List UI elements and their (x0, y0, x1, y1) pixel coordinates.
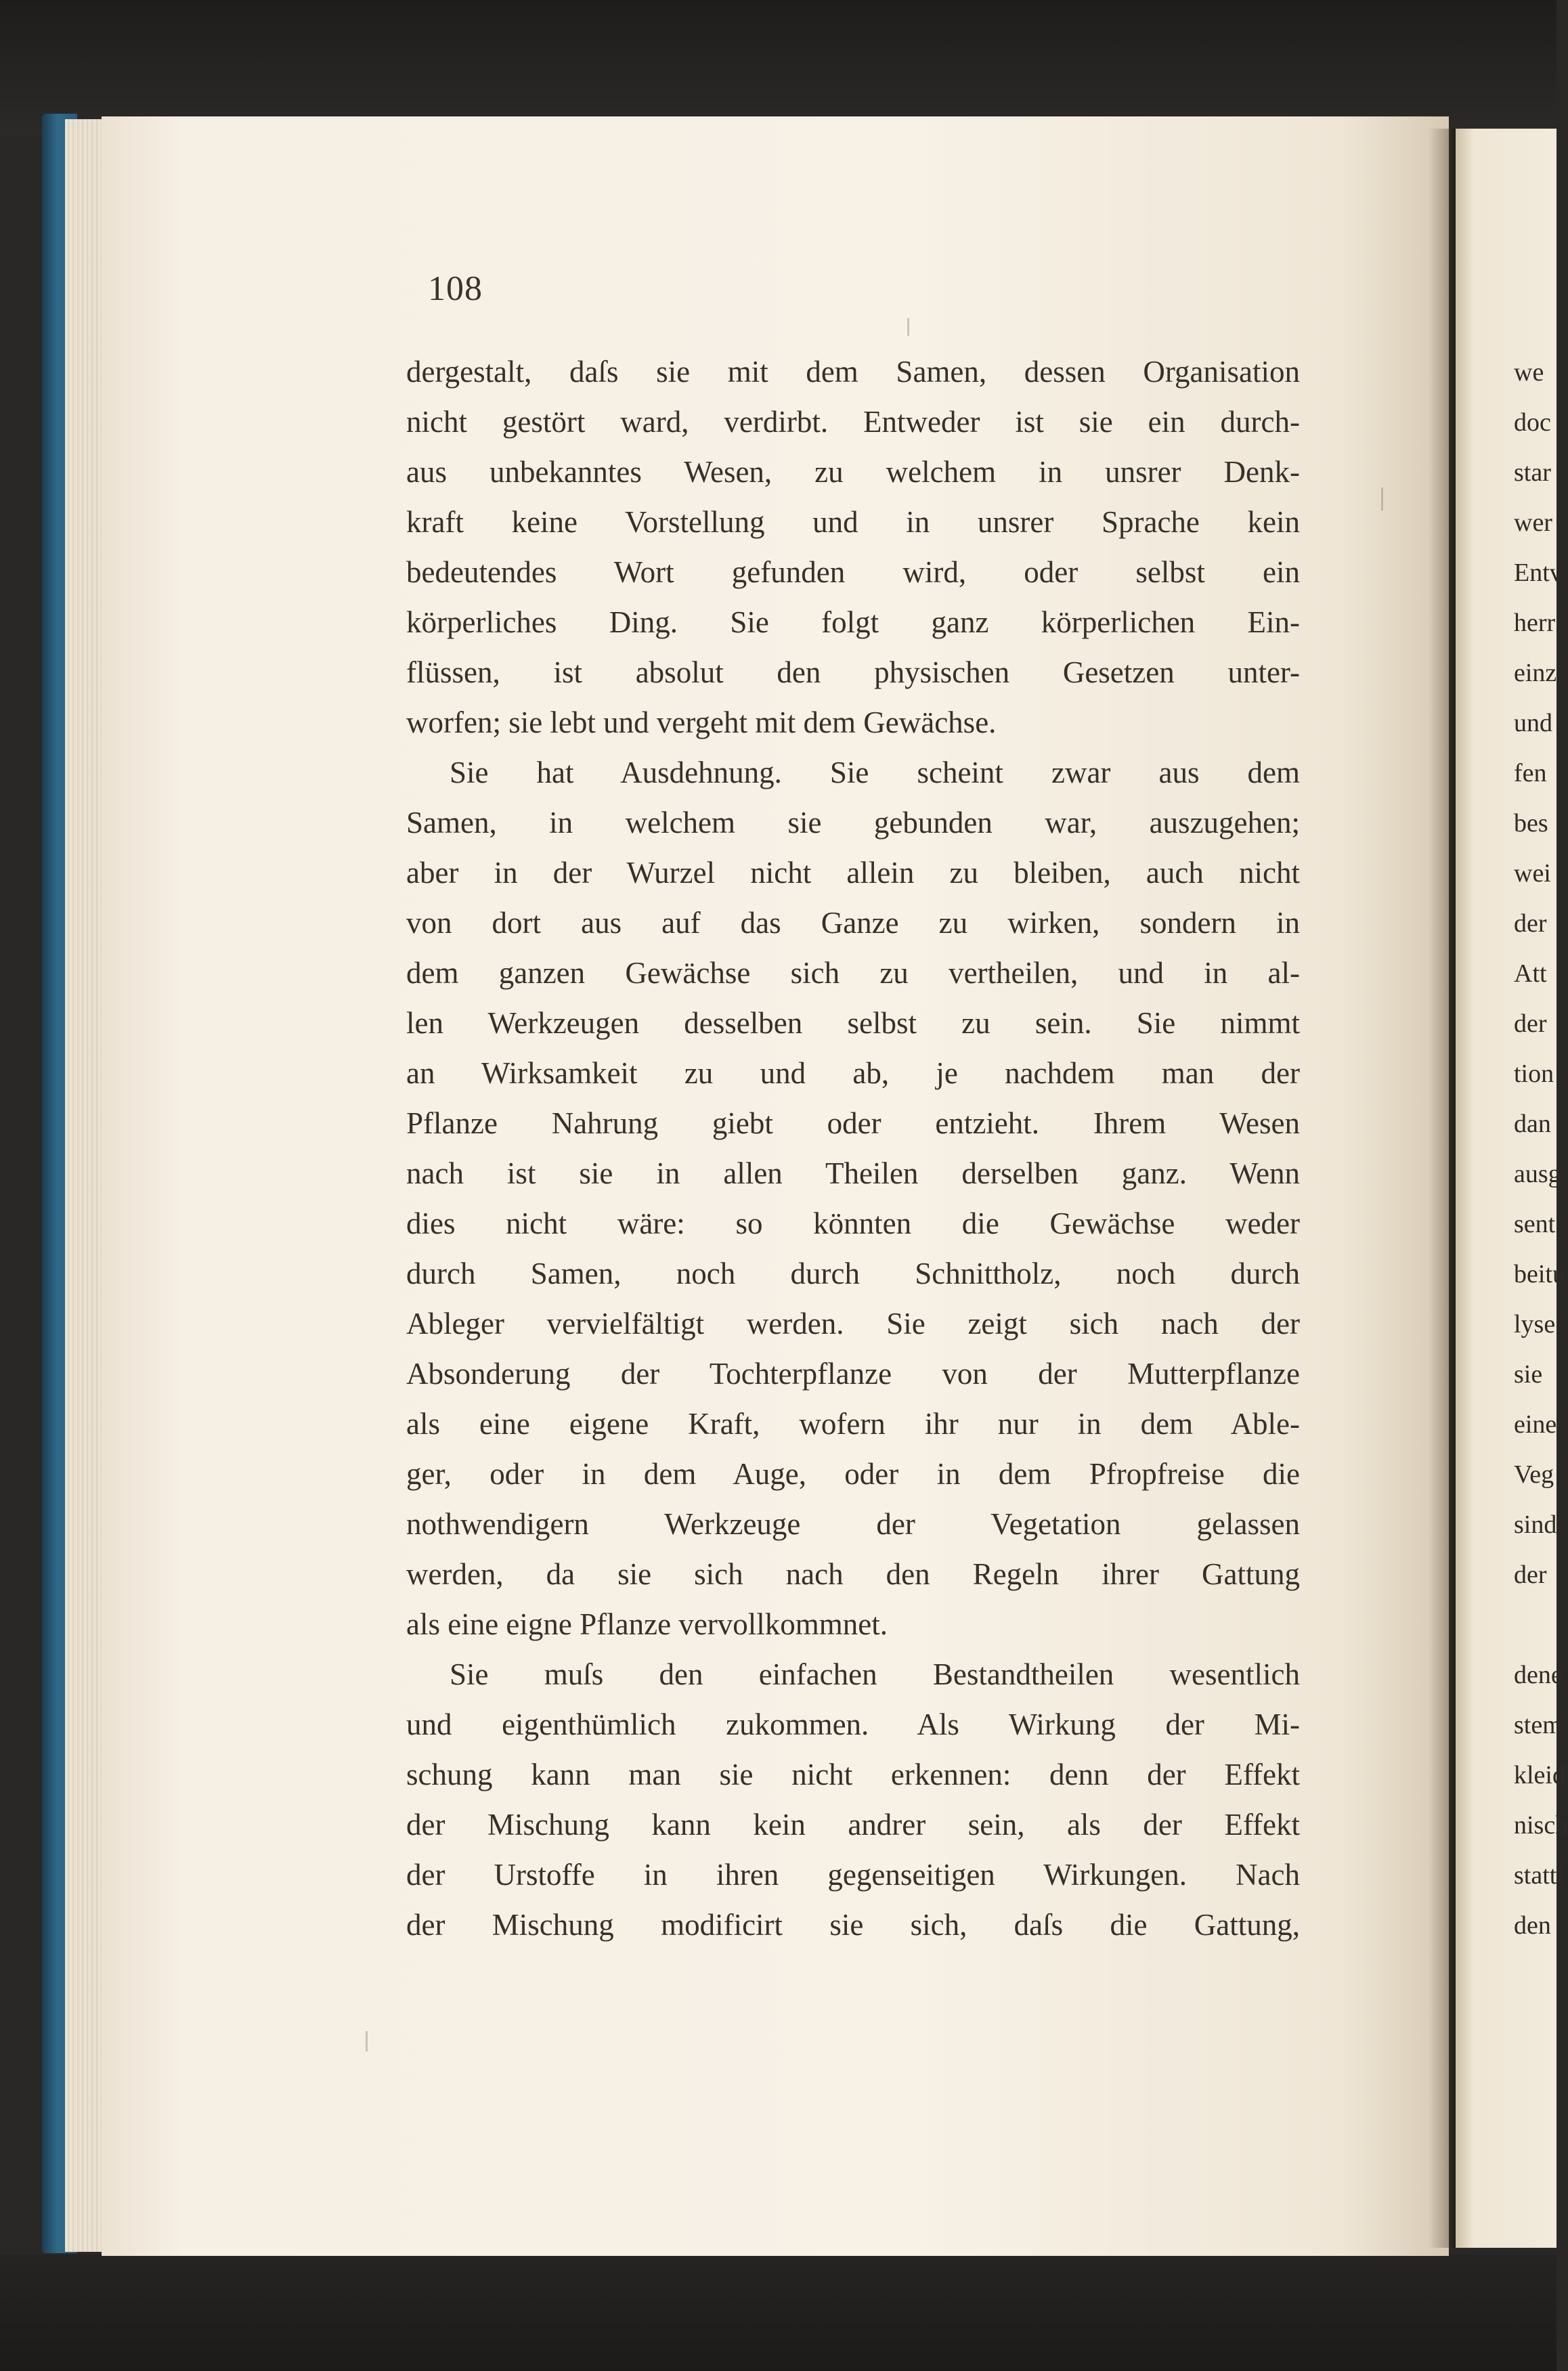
facing-page-fragment: stem (1514, 1711, 1563, 1739)
text-line: schung kann man sie nicht erkennen: denn der Effekt (406, 1758, 1300, 1791)
paper-blemish (1381, 487, 1383, 510)
facing-page-fragment: Att (1514, 959, 1547, 988)
text-line: dergestalt, daſs sie mit dem Samen, dessen Organisation (406, 355, 1300, 389)
text-line: werden, da sie sich nach den Regeln ihrer Gattung (406, 1557, 1300, 1591)
facing-page-fragment: fen (1514, 759, 1547, 787)
text-line: nach ist sie in allen Theilen derselben ganz. Wenn (406, 1156, 1300, 1190)
facing-page-fragment: lyse (1514, 1310, 1556, 1339)
page-number: 108 (428, 269, 483, 308)
facing-page-fragment: dan (1514, 1110, 1551, 1138)
text-line: Sie muſs den einfachen Bestandtheilen wesentlich (450, 1657, 1300, 1691)
facing-page-fragment: den (1514, 1911, 1551, 1940)
text-line: aber in der Wurzel nicht allein zu bleiben, auch nicht (406, 856, 1300, 890)
facing-page-fragment: star (1514, 458, 1551, 487)
text-line: ger, oder in dem Auge, oder in dem Pfropfreise die (406, 1457, 1300, 1491)
facing-page (1456, 129, 1568, 2248)
backdrop-bottom (0, 2255, 1556, 2371)
text-line: flüssen, ist absolut den physischen Gesetzen unter- (406, 655, 1300, 689)
body-text (406, 348, 1300, 1993)
backdrop-top (0, 0, 1556, 135)
text-line: und eigenthümlich zukommen. Als Wirkung der Mi- (406, 1707, 1300, 1741)
text-line: an Wirksamkeit zu und ab, je nachdem man der (406, 1056, 1300, 1090)
text-line: nothwendigern Werkzeuge der Vegetation gelassen (406, 1507, 1300, 1541)
text-line: bedeutendes Wort gefunden wird, oder selbst ein (406, 555, 1300, 589)
facing-page-fragment: beitu (1514, 1260, 1565, 1288)
text-line: der Urstoffe in ihren gegenseitigen Wirkungen. Nach (406, 1858, 1300, 1892)
facing-page-fragment: dene (1514, 1661, 1563, 1689)
facing-page-fragment: sie (1514, 1360, 1543, 1389)
text-line: nicht gestört ward, verdirbt. Entweder ist sie ein durch- (406, 405, 1300, 439)
facing-page-fragment: der (1514, 909, 1547, 938)
facing-page-fragment: kleid (1514, 1761, 1565, 1789)
facing-page-fragment: einz (1514, 659, 1557, 687)
facing-page-fragment: eine (1514, 1410, 1557, 1439)
text-line: körperliches Ding. Sie folgt ganz körperlichen Ein- (406, 605, 1300, 639)
text-line: der Mischung kann kein andrer sein, als der Effekt (406, 1808, 1300, 1842)
text-line: dies nicht wäre: so könnten die Gewächse weder (406, 1206, 1300, 1240)
text-line: Sie hat Ausdehnung. Sie scheint zwar aus dem (450, 756, 1300, 789)
facing-page-fragment: und (1514, 709, 1552, 737)
paper-blemish (366, 2031, 368, 2051)
text-line: aus unbekanntes Wesen, zu welchem in unsrer Denk- (406, 455, 1300, 489)
text-line: der Mischung modificirt sie sich, daſs die Gattung, (406, 1908, 1300, 1942)
facing-page-fragment: doc (1514, 408, 1551, 437)
text-line: kraft keine Vorstellung und in unsrer Sprache kein (406, 505, 1300, 539)
facing-page-fragment: Entv (1514, 559, 1563, 587)
text-line: von dort aus auf das Ganze zu wirken, sondern in (406, 906, 1300, 940)
book-gutter (1429, 129, 1458, 2248)
facing-page-fragment: bes (1514, 809, 1548, 838)
facing-page-fragment: wei (1514, 859, 1551, 888)
facing-page-fragment: tion (1514, 1060, 1554, 1088)
facing-page-fragment: stattl (1514, 1861, 1564, 1890)
facing-page-fragment: der (1514, 1009, 1547, 1038)
facing-page-fragment: der (1514, 1561, 1547, 1589)
text-line: Absonderung der Tochterpflanze von der Mutterpflanze (406, 1357, 1300, 1391)
text-line: durch Samen, noch durch Schnittholz, noch durch (406, 1257, 1300, 1290)
facing-page-fragment: wer (1514, 508, 1552, 537)
paper-blemish (907, 318, 909, 336)
facing-page-fragment: nisch (1514, 1811, 1568, 1840)
text-line: als eine eigne Pflanze vervollkommnet. (406, 1607, 888, 1641)
text-line: als eine eigene Kraft, wofern ihr nur in dem Able- (406, 1407, 1300, 1441)
facing-page-fragment: Veg (1514, 1460, 1554, 1489)
text-line: Pflanze Nahrung giebt oder entzieht. Ihrem Wesen (406, 1106, 1300, 1140)
text-line: worfen; sie lebt und vergeht mit dem Gewächse. (406, 705, 997, 739)
text-line: dem ganzen Gewächse sich zu vertheilen, und in al- (406, 956, 1300, 990)
facing-page-fragment: sent (1514, 1210, 1556, 1238)
text-line: Ableger vervielfältigt werden. Sie zeigt sich nach der (406, 1307, 1300, 1341)
facing-page-fragment: we (1514, 358, 1544, 387)
facing-page-fragment: sind (1514, 1510, 1557, 1539)
text-line: len Werkzeugen desselben selbst zu sein. Sie nimmt (406, 1006, 1300, 1040)
facing-page-fragment: ausg (1514, 1160, 1561, 1188)
facing-page-fragment: herr (1514, 609, 1556, 637)
text-line: Samen, in welchem sie gebunden war, auszugehen; (406, 806, 1300, 840)
